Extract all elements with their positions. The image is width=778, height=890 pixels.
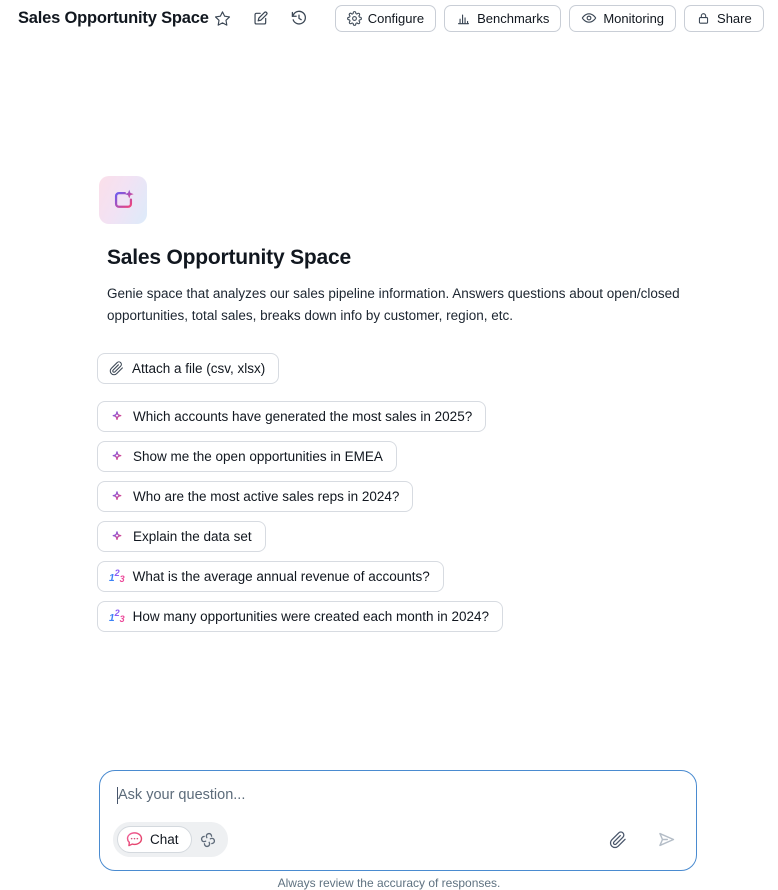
- sparkle-icon: [109, 449, 125, 465]
- window-title: Sales Opportunity Space: [18, 8, 209, 27]
- suggested-questions: [97, 401, 778, 632]
- suggestion-label: How many opportunities were created each month in 2024?: [132, 609, 490, 624]
- genie-space-icon: [99, 176, 147, 224]
- bar-chart-icon: [456, 11, 471, 26]
- paperclip-icon: [609, 831, 627, 849]
- chat-bubble-icon: [125, 830, 144, 849]
- accuracy-disclaimer: Always review the accuracy of responses.: [277, 876, 501, 890]
- favorite-star-button[interactable]: [209, 4, 237, 32]
- send-button[interactable]: [654, 827, 679, 852]
- gear-icon: [347, 11, 362, 26]
- chat-mode-button[interactable]: [117, 826, 192, 853]
- configure-button[interactable]: [335, 5, 436, 32]
- chat-mode-label: Chat: [150, 832, 179, 847]
- eye-icon: [581, 10, 597, 26]
- question-input[interactable]: [117, 787, 678, 803]
- space-title: Sales Opportunity Space: [107, 246, 351, 269]
- suggestion-label: Which accounts have generated the most sales in 2025?: [133, 409, 473, 424]
- suggestion-chip[interactable]: [97, 561, 444, 592]
- paperclip-icon: [109, 361, 124, 376]
- suggestion-label: Explain the data set: [133, 529, 252, 544]
- benchmarks-button-label: Benchmarks: [477, 10, 550, 26]
- numbers-icon: 1 2 3: [109, 608, 125, 624]
- attach-file-button[interactable]: [97, 353, 279, 384]
- more-options-button[interactable]: [774, 4, 778, 32]
- suggestion-chip[interactable]: [97, 601, 503, 632]
- attach-button[interactable]: [607, 829, 629, 851]
- mode-selector: [113, 822, 228, 857]
- lock-icon: [696, 11, 711, 26]
- sparkle-icon: [109, 529, 125, 545]
- suggestion-label: What is the average annual revenue of accounts?: [132, 569, 430, 584]
- numbers-icon: 1 2 3: [109, 568, 125, 584]
- suggestion-chip[interactable]: [97, 401, 486, 432]
- configure-button-label: Configure: [367, 10, 425, 26]
- history-button[interactable]: [285, 4, 313, 32]
- suggestion-chip[interactable]: [97, 521, 266, 552]
- share-button[interactable]: [684, 5, 764, 32]
- star-icon: [214, 10, 231, 27]
- suggestion-label: Who are the most active sales reps in 2024?: [133, 489, 400, 504]
- suggestion-label: Show me the open opportunities in EMEA: [133, 449, 383, 464]
- share-button-label: Share: [717, 10, 752, 26]
- attach-file-label: Attach a file (csv, xlsx): [132, 361, 266, 376]
- monitoring-button[interactable]: [569, 5, 676, 32]
- header-bar: [0, 0, 778, 36]
- main-content: [0, 176, 778, 632]
- history-icon: [290, 9, 308, 27]
- flows-mode-button[interactable]: [192, 826, 224, 853]
- edit-button[interactable]: [247, 4, 275, 32]
- chat-composer: [99, 770, 697, 871]
- suggestion-chip[interactable]: [97, 481, 413, 512]
- send-icon: [656, 829, 677, 850]
- sparkle-icon: [109, 489, 125, 505]
- edit-icon: [252, 10, 269, 27]
- suggestion-chip[interactable]: [97, 441, 397, 472]
- text-caret: [117, 787, 118, 804]
- swirl-arrows-icon: [198, 830, 218, 850]
- sparkle-icon: [109, 409, 125, 425]
- space-description: Genie space that analyzes our sales pipeline information. Answers questions about open/closed opportunities, total sales, breaks down info by customer, region, etc.: [107, 286, 680, 323]
- benchmarks-button[interactable]: [444, 5, 561, 32]
- header-actions: [209, 4, 778, 32]
- monitoring-button-label: Monitoring: [603, 10, 665, 26]
